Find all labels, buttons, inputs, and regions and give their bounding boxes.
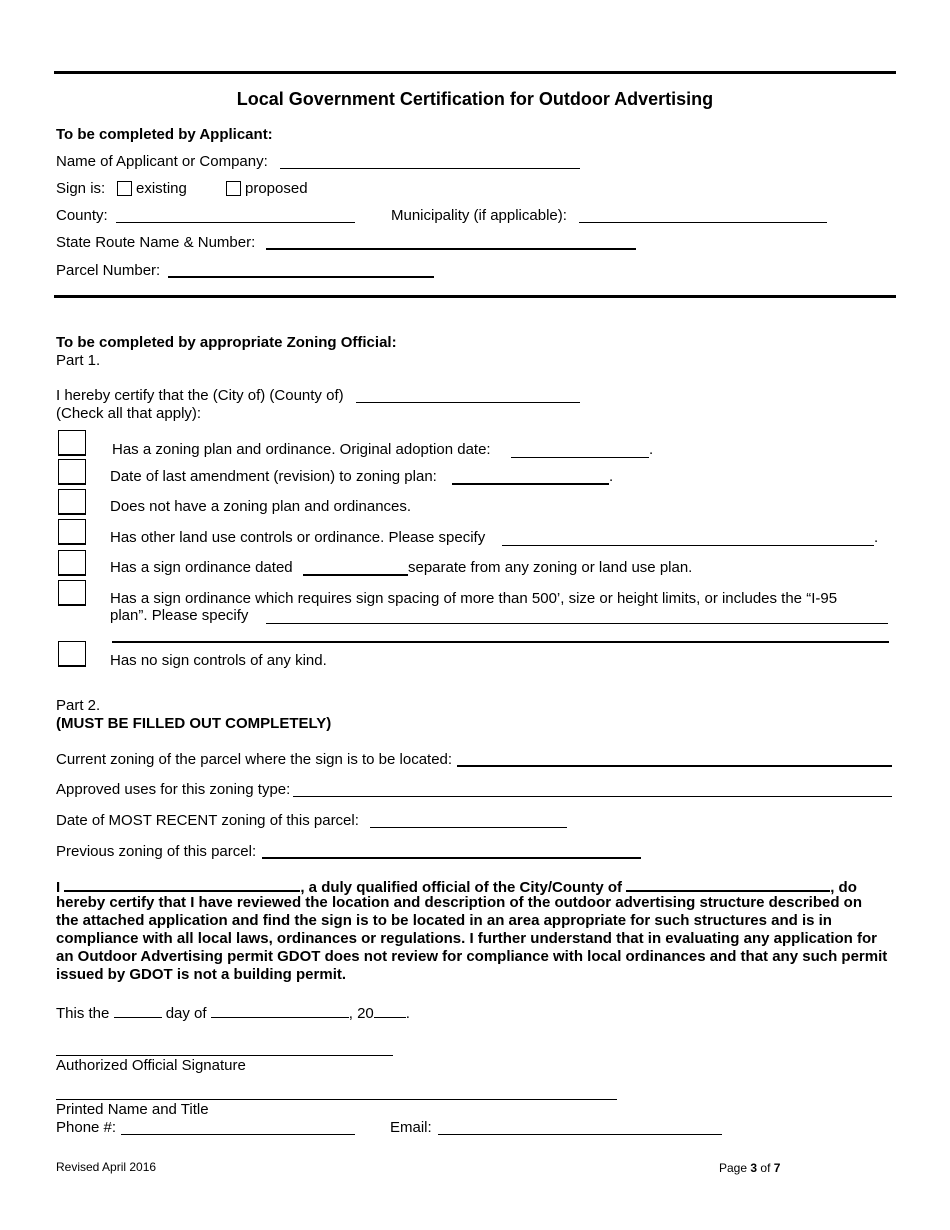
parcel-label: Parcel Number: [56,262,161,279]
section-rule [54,295,896,298]
check-all-label: (Check all that apply): [56,405,202,422]
this-the-label: This the [56,1005,110,1022]
current-zoning-label: Current zoning of the parcel where the sign is to be located: [56,751,453,768]
date-line [56,1003,410,1023]
page-title: Local Government Certification for Outdoor Advertising [236,89,714,109]
certify-label: I hereby certify that the (City of) (County of) [56,387,344,404]
email-field[interactable] [438,1134,722,1135]
sign-spacing-field-line2[interactable] [112,641,889,643]
municipality-label: Municipality (if applicable): [391,207,567,224]
zoning-plan-label: Has a zoning plan and ordinance. Original adoption date: [112,441,491,458]
sign-spacing-checkbox[interactable] [58,580,86,606]
sign-spacing-line2: plan”. Please specify [110,607,249,624]
page-current: 3 [750,1161,758,1175]
applicant-name-field[interactable] [280,168,580,169]
proposed-checkbox[interactable] [226,181,241,196]
sign-spacing-label: Has a sign ordinance which requires sign spacing of more than 500’, size or height limits, or includes the “I-95 [110,590,838,607]
part1-label: Part 1. [56,352,101,369]
existing-label: existing [136,180,187,197]
recent-date-label: Date of MOST RECENT zoning of this parcel: [56,812,359,829]
page-of: of [760,1161,771,1175]
proposed-label: proposed [245,180,308,197]
no-zoning-plan-label: Does not have a zoning plan and ordinances. [110,498,412,515]
city-county-field[interactable] [626,876,830,892]
amendment-label: Date of last amendment (revision) to zoning plan: [110,468,437,485]
municipality-field[interactable] [579,222,827,223]
route-field[interactable] [266,248,636,250]
day-field[interactable] [114,1003,162,1018]
amendment-checkbox[interactable] [58,459,86,485]
amendment-date-field[interactable] [452,483,609,485]
month-field[interactable] [211,1003,349,1018]
approved-uses-label: Approved uses for this zoning type: [56,781,291,798]
parcel-field[interactable] [168,276,434,278]
printed-name-field[interactable] [56,1099,617,1100]
revised-label: Revised April 2016 [56,1160,157,1174]
top-rule [54,71,896,74]
phone-field[interactable] [121,1134,355,1135]
cert-do: , do [830,879,857,896]
other-controls-period: . [874,529,879,546]
sign-ordinance-label: Has a sign ordinance dated [110,559,293,576]
sign-spacing-field[interactable] [266,623,888,624]
no-zoning-plan-checkbox[interactable] [58,489,86,515]
page-total: 7 [773,1161,781,1175]
sign-ordinance-date-field[interactable] [303,574,408,576]
cert-duly: , a duly qualified official of the City/County of [300,879,623,896]
adoption-date-field[interactable] [511,457,649,458]
adoption-period: . [649,441,654,458]
page-number [719,1159,780,1177]
part2-label: Part 2. [56,697,101,714]
year-prefix: , 20 [348,1005,374,1022]
previous-zoning-label: Previous zoning of this parcel: [56,843,257,860]
phone-label: Phone #: [56,1119,117,1136]
no-sign-controls-checkbox[interactable] [58,641,86,667]
current-zoning-field[interactable] [457,765,892,767]
applicant-name-label: Name of Applicant or Company: [56,153,268,170]
previous-zoning-field[interactable] [262,857,641,859]
other-controls-checkbox[interactable] [58,519,86,545]
cert-i: I [56,879,61,896]
county-label: County: [56,207,108,224]
zoning-plan-checkbox[interactable] [58,430,86,456]
other-controls-label: Has other land use controls or ordinance. Please specify [110,529,486,546]
certify-field[interactable] [356,402,580,403]
county-field[interactable] [116,222,355,223]
date-period: . [405,1005,410,1022]
sign-ordinance-suffix: separate from any zoning or land use plan. [408,559,693,576]
amendment-period: . [609,468,614,485]
official-name-field[interactable] [64,876,300,892]
page-prefix: Page [719,1161,748,1175]
printed-name-label: Printed Name and Title [56,1101,209,1118]
applicant-heading: To be completed by Applicant: [56,126,273,143]
zoning-heading: To be completed by appropriate Zoning Official: [56,334,397,351]
no-sign-controls-label: Has no sign controls of any kind. [110,652,327,669]
authorized-signature-label: Authorized Official Signature [56,1057,246,1074]
cert-body: hereby certify that I have reviewed the location and description of the outdoor advertising structure described on the attached application and find the sign is to be located in an area appropriate for such structures and is in compliance with all local laws, ordinances or regulations. I further understand that in evaluating any application for an Outdoor Advertising permit GDOT does not review for compliance with local ordinances and that any such permit issued by GDOT is not a building permit. [56,894,888,983]
part2-must: (MUST BE FILLED OUT COMPLETELY) [56,715,332,732]
route-label: State Route Name & Number: [56,234,256,251]
sign-ordinance-checkbox[interactable] [58,550,86,576]
signature-field[interactable] [56,1055,393,1056]
email-label: Email: [390,1119,432,1136]
year-field[interactable] [374,1003,406,1018]
recent-date-field[interactable] [370,827,567,828]
existing-checkbox[interactable] [117,181,132,196]
day-of-label: day of [165,1005,207,1022]
approved-uses-field[interactable] [293,796,892,797]
certification-paragraph [56,876,888,984]
sign-is-label: Sign is: [56,180,106,197]
other-controls-field[interactable] [502,545,874,546]
